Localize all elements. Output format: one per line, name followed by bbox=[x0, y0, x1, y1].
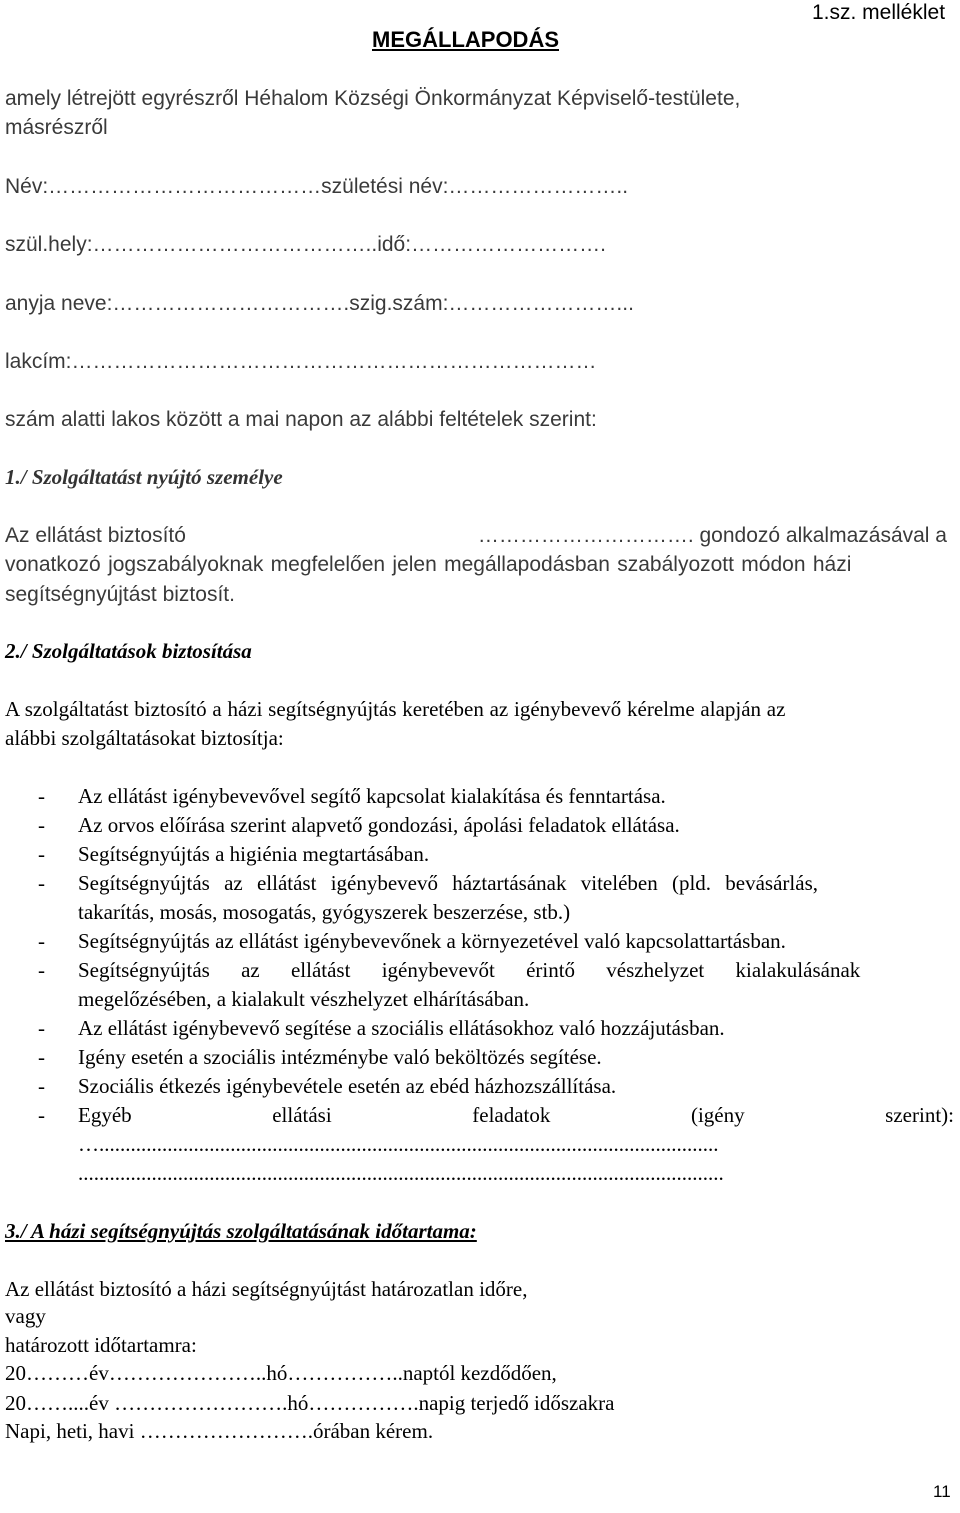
section-3-line-2: vagy bbox=[5, 1304, 46, 1328]
section-2-line-2: alábbi szolgáltatásokat biztosítja: bbox=[5, 726, 284, 750]
intro-line-2: másrészről bbox=[5, 116, 108, 139]
list-item-word: Egyéb bbox=[78, 1103, 132, 1127]
list-item-word: (igény bbox=[690, 1103, 745, 1127]
list-bullet: - bbox=[38, 929, 45, 953]
section-1-line-1-end: …………………………. gondozó alkalmazásával a bbox=[477, 524, 947, 547]
list-bullet: - bbox=[38, 871, 45, 895]
list-item: Az ellátást igénybevevő segítése a szociális ellátásokhoz való hozzájutásban. bbox=[78, 1016, 725, 1040]
section-1-line-2: vonatkozó jogszabályoknak megfelelően jelen megállapodásban szabályozott módon házi bbox=[5, 553, 852, 576]
section-3-line-3: határozott időtartamra: bbox=[5, 1333, 197, 1357]
list-item: Szociális étkezés igénybevétele esetén az ebéd házhozszállítása. bbox=[78, 1074, 617, 1098]
list-item: Segítségnyújtás az ellátást igénybevevőt érintő vészhelyzet kialakulásának bbox=[78, 958, 861, 982]
list-bullet: - bbox=[38, 1045, 45, 1069]
section-2-heading: 2./ Szolgáltatások biztosítása bbox=[5, 639, 252, 663]
birthplace-field-line: szül.hely:…………………………………..idő:………………………. bbox=[5, 233, 606, 256]
list-bullet: - bbox=[38, 958, 45, 982]
list-item: Segítségnyújtás az ellátást igénybevevő háztartásának vitelében (pld. bevásárlás, bbox=[78, 871, 818, 895]
section-3-line-6: Napi, heti, havi …………………….órában kérem. bbox=[5, 1419, 434, 1443]
list-item-continuation: megelőzésében, a kialakult vészhelyzet elhárításában. bbox=[78, 987, 530, 1011]
agreement-title: MEGÁLLAPODÁS bbox=[372, 27, 559, 52]
list-item: Az ellátást igénybevevővel segítő kapcsolat kialakítása és fenntartása. bbox=[78, 784, 666, 808]
list-bullet: - bbox=[38, 1074, 45, 1098]
section-2-line-1: A szolgáltatást biztosító a házi segítségnyújtás keretében az igénybevevő kérelme alapján az bbox=[5, 697, 786, 721]
list-item-continuation: takarítás, mosás, mosogatás, gyógyszerek beszerzése, stb.) bbox=[78, 900, 571, 924]
section-1-line-1-start: Az ellátást biztosító bbox=[5, 524, 186, 547]
list-item: Segítségnyújtás a higiénia megtartásában. bbox=[78, 842, 430, 866]
section-1-line-3: segítségnyújtást biztosít. bbox=[5, 583, 235, 606]
section-1-heading: 1./ Szolgáltatást nyújtó személye bbox=[5, 465, 283, 489]
list-item-word: feladatok bbox=[472, 1103, 551, 1127]
address-field-line: lakcím:………………………………………………………………… bbox=[5, 350, 597, 373]
list-item: Igény esetén a szociális intézménybe való beköltözés segítése. bbox=[78, 1045, 602, 1069]
page-number: 11 bbox=[933, 1482, 951, 1501]
list-item bbox=[78, 1105, 954, 1126]
list-item: Az orvos előírása szerint alapvető gondozási, ápolási feladatok ellátása. bbox=[78, 813, 680, 837]
intro-terms: szám alatti lakos között a mai napon az alábbi feltételek szerint: bbox=[5, 408, 597, 431]
list-item: Segítségnyújtás az ellátást igénybevevőnek a környezetével való kapcsolattartásban. bbox=[78, 929, 786, 953]
list-bullet: - bbox=[38, 1016, 45, 1040]
section-1-line-1 bbox=[5, 525, 947, 546]
list-item-word: szerint): bbox=[885, 1103, 954, 1127]
mother-name-field-line: anyja neve:…………………………….szig.szám:……………………... bbox=[5, 292, 634, 315]
section-3-line-5: 20……....év …………………….hó…………….napig terjedő időszakra bbox=[5, 1391, 615, 1415]
list-bullet: - bbox=[38, 1103, 45, 1127]
list-item-word: ellátási bbox=[272, 1103, 332, 1127]
section-3-line-4: 20………év…………………..hó……………..naptól kezdődően, bbox=[5, 1361, 557, 1385]
intro-line-1: amely létrejött egyrészről Héhalom Községi Önkormányzat Képviselő-testülete, bbox=[5, 87, 741, 110]
section-3-heading: 3./ A házi segítségnyújtás szolgáltatásának időtartama: bbox=[5, 1219, 477, 1243]
name-field-line: Név:…………………………………születési név:…………………….. bbox=[5, 175, 629, 198]
list-bullet: - bbox=[38, 813, 45, 837]
list-bullet: - bbox=[38, 842, 45, 866]
annex-label: 1.sz. melléklet bbox=[812, 1, 946, 24]
list-bullet: - bbox=[38, 784, 45, 808]
section-3-line-1: Az ellátást biztosító a házi segítségnyújtást határozatlan időre, bbox=[5, 1277, 528, 1301]
list-item-dotted-line: …...................................................................................................................... bbox=[78, 1134, 719, 1155]
list-item-dotted-line: ........................................................................................................................... bbox=[78, 1163, 724, 1184]
